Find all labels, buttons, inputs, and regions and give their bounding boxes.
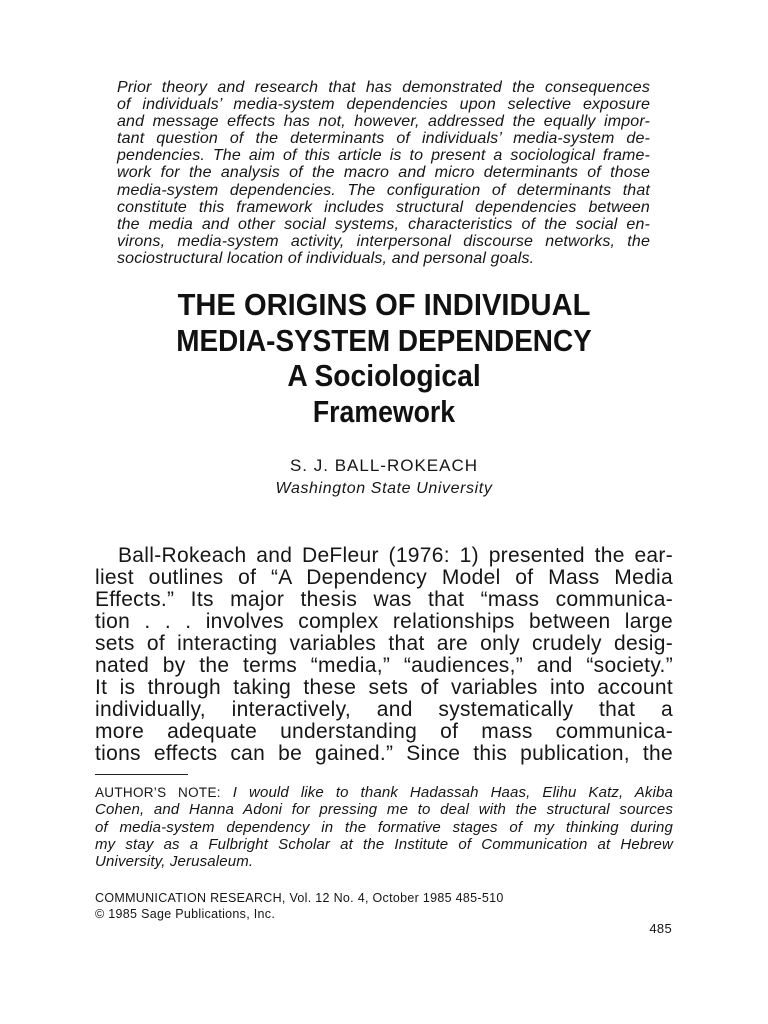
- body-text: [95, 545, 673, 765]
- body-line: tions effects can be gained.” Since this publication, the: [95, 742, 673, 765]
- journal-citation: [95, 890, 504, 922]
- abstract-line: Prior theory and research that has demonstrated the consequences: [117, 79, 650, 96]
- abstract-line: of individuals’ media-system dependencies upon selective exposure: [117, 96, 650, 114]
- footnote-text: I would like to thank Hadassah Haas, Elihu Katz, Akiba: [232, 784, 673, 801]
- abstract-line: sociostructural location of individuals, and personal goals.: [117, 249, 535, 267]
- body-line: Effects.” Its major thesis was that “mass communica-: [95, 588, 673, 611]
- journal-reference: COMMUNICATION RESEARCH, Vol. 12 No. 4, October 1985 485-510: [95, 891, 504, 905]
- footnote-line: [95, 784, 673, 801]
- body-line: individually, interactively, and systematically that a: [95, 698, 673, 721]
- abstract-line: virons, media-system activity, interpersonal discourse networks, the: [117, 232, 650, 250]
- abstract-line: work for the analysis of the macro and micro determinants of those: [117, 164, 650, 182]
- body-line: Ball-Rokeach and DeFleur (1976: 1) presented the ear-: [118, 544, 673, 567]
- footnote-line: University, Jerusaleum.: [95, 853, 254, 870]
- title-line: MEDIA-SYSTEM DEPENDENCY: [176, 322, 592, 358]
- title-line: THE ORIGINS OF INDIVIDUAL: [177, 287, 591, 322]
- article-title: [0, 287, 768, 429]
- body-line: sets of interacting variables that are only crudely desig-: [95, 632, 673, 655]
- body-line: more adequate understanding of mass communica-: [95, 720, 673, 743]
- title-line: A Sociological: [287, 358, 481, 393]
- author-name: S. J. BALL-ROKEACH: [289, 456, 479, 475]
- abstract-line: the media and other social systems, characteristics of the social en-: [117, 215, 650, 233]
- abstract-line: media-system dependencies. The configuration of determinants that: [117, 181, 650, 199]
- body-line: tion . . . involves complex relationships between large: [95, 610, 673, 633]
- body-line: It is through taking these sets of variables into account: [95, 676, 673, 699]
- copyright-notice: © 1985 Sage Publications, Inc.: [95, 907, 276, 921]
- footnote-rule: [95, 774, 188, 775]
- footnote: [95, 784, 673, 870]
- abstract-line: pendencies. The aim of this article is to present a sociological frame-: [117, 147, 650, 165]
- body-line: liest outlines of “A Dependency Model of Mass Media: [95, 566, 673, 589]
- title-line: Framework: [312, 393, 456, 429]
- footnote-line: of media-system dependency in the formative stages of my thinking during: [95, 818, 673, 836]
- footnote-line: Cohen, and Hanna Adoni for pressing me to deal with the structural sources: [95, 801, 673, 819]
- footnote-label: AUTHOR’S NOTE:: [95, 785, 221, 800]
- page-number: 485: [649, 921, 672, 936]
- abstract-line: and message effects has not, however, addressed the equally impor-: [117, 113, 650, 131]
- abstract-line: constitute this framework includes structural dependencies between: [117, 198, 650, 216]
- footnote-line: my stay as a Fulbright Scholar at the Institute of Communication at Hebrew: [95, 835, 673, 853]
- abstract-line: tant question of the determinants of individuals’ media-system de-: [117, 130, 650, 148]
- author-affiliation: Washington State University: [275, 480, 493, 497]
- abstract: [117, 79, 650, 267]
- body-line: nated by the terms “media,” “audiences,” and “society.”: [95, 654, 673, 677]
